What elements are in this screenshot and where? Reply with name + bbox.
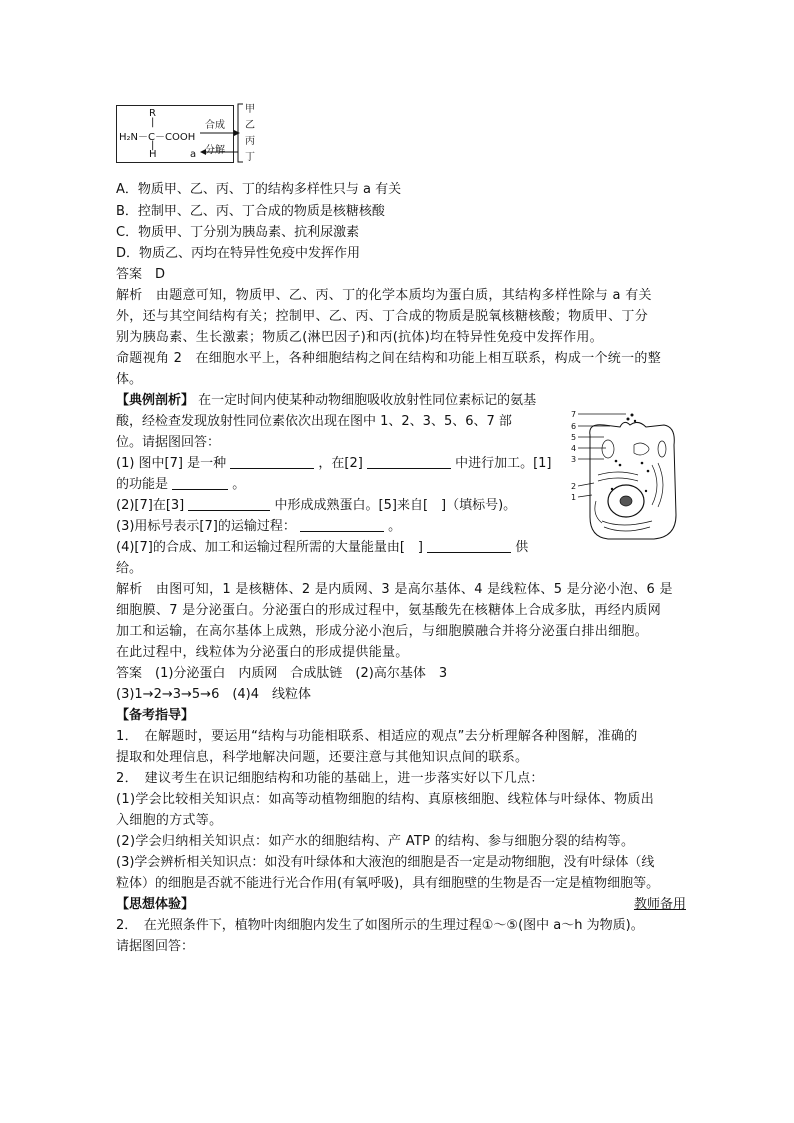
guide-line: (3)学会辨析相关知识点：如没有叶绿体和大液泡的细胞是否一定是动物细胞，没有叶绿体（线 xyxy=(116,855,655,870)
label-3: 3 xyxy=(571,455,577,464)
q1-text: (1) 图中[7] 是一种 xyxy=(116,456,227,471)
option-d: D．物质乙、丙均在特异性免疫中发挥作用 xyxy=(116,246,361,261)
answer-blank[interactable] xyxy=(367,454,451,469)
example-analysis-line: 解析 由图可知，1 是核糖体、2 是内质网、3 是高尔基体、4 是线粒体、5 是分泌小泡、6 是 xyxy=(116,582,673,597)
product-bing: 丙 xyxy=(245,136,255,147)
guide-title: 【备考指导】 xyxy=(116,708,195,723)
q1-text: 的功能是 xyxy=(116,477,169,492)
synth-label: 合成 xyxy=(205,120,225,131)
q1-text: 。 xyxy=(232,477,246,492)
example-answer-line: (3)1→2→3→5→6 (4)4 线粒体 xyxy=(116,687,312,702)
teacher-use-tag: 教师备用 xyxy=(633,897,686,912)
q1-answer: 答案 D xyxy=(116,267,166,282)
formula-bond-top: | xyxy=(151,117,155,128)
option-b: B．控制甲、乙、丙、丁合成的物质是核糖核酸 xyxy=(116,204,385,219)
think-title: 【思想体验】 xyxy=(116,897,195,912)
example-answer-line: 答案 (1)分泌蛋白 内质网 合成肽链 (2)高尔基体 3 xyxy=(116,666,448,681)
answer-blank[interactable] xyxy=(188,496,270,511)
example-intro-line xyxy=(116,391,536,410)
product-jia: 甲 xyxy=(245,104,255,115)
q2-text: 中形成成熟蛋白。[5]来自[ ]（填标号)。 xyxy=(274,498,517,513)
label-5: 5 xyxy=(571,433,577,442)
q4-text: (4)[7]的合成、加工和运输过程所需的大量能量由[ ] xyxy=(116,540,423,555)
animal-cell-diagram xyxy=(568,405,686,545)
option-c: C．物质甲、丁分别为胰岛素、抗利尿激素 xyxy=(116,225,360,240)
guide-line: 2． 建议考生在识记细胞结构和功能的基础上，进一步落实好以下几点： xyxy=(116,771,544,786)
q1-analysis-line: 别为胰岛素、生长激素；物质乙(淋巴因子)和丙(抗体)均在特异性免疫中发挥作用。 xyxy=(116,330,603,345)
q1-text: 中进行加工。[1] xyxy=(455,456,552,471)
q1-analysis-line: 解析 由题意可知，物质甲、乙、丙、丁的化学本质均为蛋白质，其结构多样性除与 a 有关 xyxy=(116,288,652,303)
guide-line: (2)学会归纳相关知识点：如产水的细胞结构、产 ATP 的结构、参与细胞分裂的结构等。 xyxy=(116,834,635,849)
q3-text: (3)用标号表示[7]的运输过程： xyxy=(116,519,296,534)
think-line: 2． 在光照条件下，植物叶肉细胞内发生了如图所示的生理过程①～⑤(图中 a～h 为物质)。 xyxy=(116,918,644,933)
formula-r: R xyxy=(149,108,156,119)
label-1: 1 xyxy=(571,493,577,502)
example-intro-text: 在一定时间内使某种动物细胞吸收放射性同位素标记的氨基 xyxy=(198,393,537,408)
guide-line: 入细胞的方式等。 xyxy=(116,813,223,828)
guide-line: (1)学会比较相关知识点：如高等动植物细胞的结构、真原核细胞、线粒体与叶绿体、物质出 xyxy=(116,792,655,807)
q1-analysis-line: 外，还与其空间结构有关；控制甲、乙、丙、丁合成的物质是脱氧核糖核酸；物质甲、丁分 xyxy=(116,309,649,324)
guide-line: 粒体）的细胞是否就不能进行光合作用(有氧呼吸)，具有细胞壁的生物是否一定是植物细胞等。 xyxy=(116,876,660,891)
example-tag: 【典例剖析】 xyxy=(116,393,195,408)
product-ding: 丁 xyxy=(245,152,255,163)
think-line: 请据图回答： xyxy=(116,939,195,954)
amino-acid-diagram xyxy=(116,100,276,166)
view2-line: 命题视角 2 在细胞水平上，各种细胞结构之间在结构和功能上相互联系，构成一个统一的整 xyxy=(116,351,662,366)
guide-line: 1． 在解题时，要运用“结构与功能相联系、相适应的观点”去分析理解各种图解，准确的 xyxy=(116,729,638,744)
label-6: 6 xyxy=(571,422,577,431)
label-2: 2 xyxy=(571,482,577,491)
q3-text: 。 xyxy=(388,519,402,534)
bracket xyxy=(235,102,245,164)
question-4-cont: 给。 xyxy=(116,561,143,576)
label-7: 7 xyxy=(571,410,577,419)
formula-main: H₂N－C－COOH xyxy=(119,132,196,143)
answer-blank[interactable] xyxy=(300,517,384,532)
example-analysis-line: 加工和运输，在高尔基体上成熟，形成分泌小泡后，与细胞膜融合并将分泌蛋白排出细胞。 xyxy=(116,624,649,639)
question-2 xyxy=(116,496,516,515)
answer-blank[interactable] xyxy=(427,538,511,553)
decomp-label: 分解 xyxy=(205,145,225,156)
example-analysis-line: 细胞膜、7 是分泌蛋白。分泌蛋白的形成过程中，氨基酸先在核糖体上合成多肽，再经内质网 xyxy=(116,603,662,618)
answer-blank[interactable] xyxy=(230,454,314,469)
example-intro-line: 酸，经检查发现放射性同位素依次出现在图中 1、2、3、5、6、7 部 xyxy=(116,414,512,429)
answer-blank[interactable] xyxy=(172,475,228,490)
guide-line: 提取和处理信息，科学地解决问题，还要注意与其他知识点间的联系。 xyxy=(116,750,529,765)
formula-a: a xyxy=(190,149,197,160)
question-1-cont xyxy=(116,475,245,494)
view2-line: 体。 xyxy=(116,372,143,387)
question-3 xyxy=(116,517,401,536)
q2-text: (2)[7]在[3] xyxy=(116,498,185,513)
q4-text: 供 xyxy=(515,540,529,555)
label-4: 4 xyxy=(571,444,577,453)
option-a: A．物质甲、乙、丙、丁的结构多样性只与 a 有关 xyxy=(116,182,402,197)
formula-bond-bottom: | xyxy=(151,140,155,151)
example-intro-line: 位。请据图回答： xyxy=(116,435,221,450)
q1-text: ，在[2] xyxy=(318,456,363,471)
question-4 xyxy=(116,538,528,557)
example-analysis-line: 在此过程中，线粒体为分泌蛋白的形成提供能量。 xyxy=(116,645,409,660)
question-1 xyxy=(116,454,552,473)
product-yi: 乙 xyxy=(245,120,255,131)
formula-h: H xyxy=(149,149,157,160)
